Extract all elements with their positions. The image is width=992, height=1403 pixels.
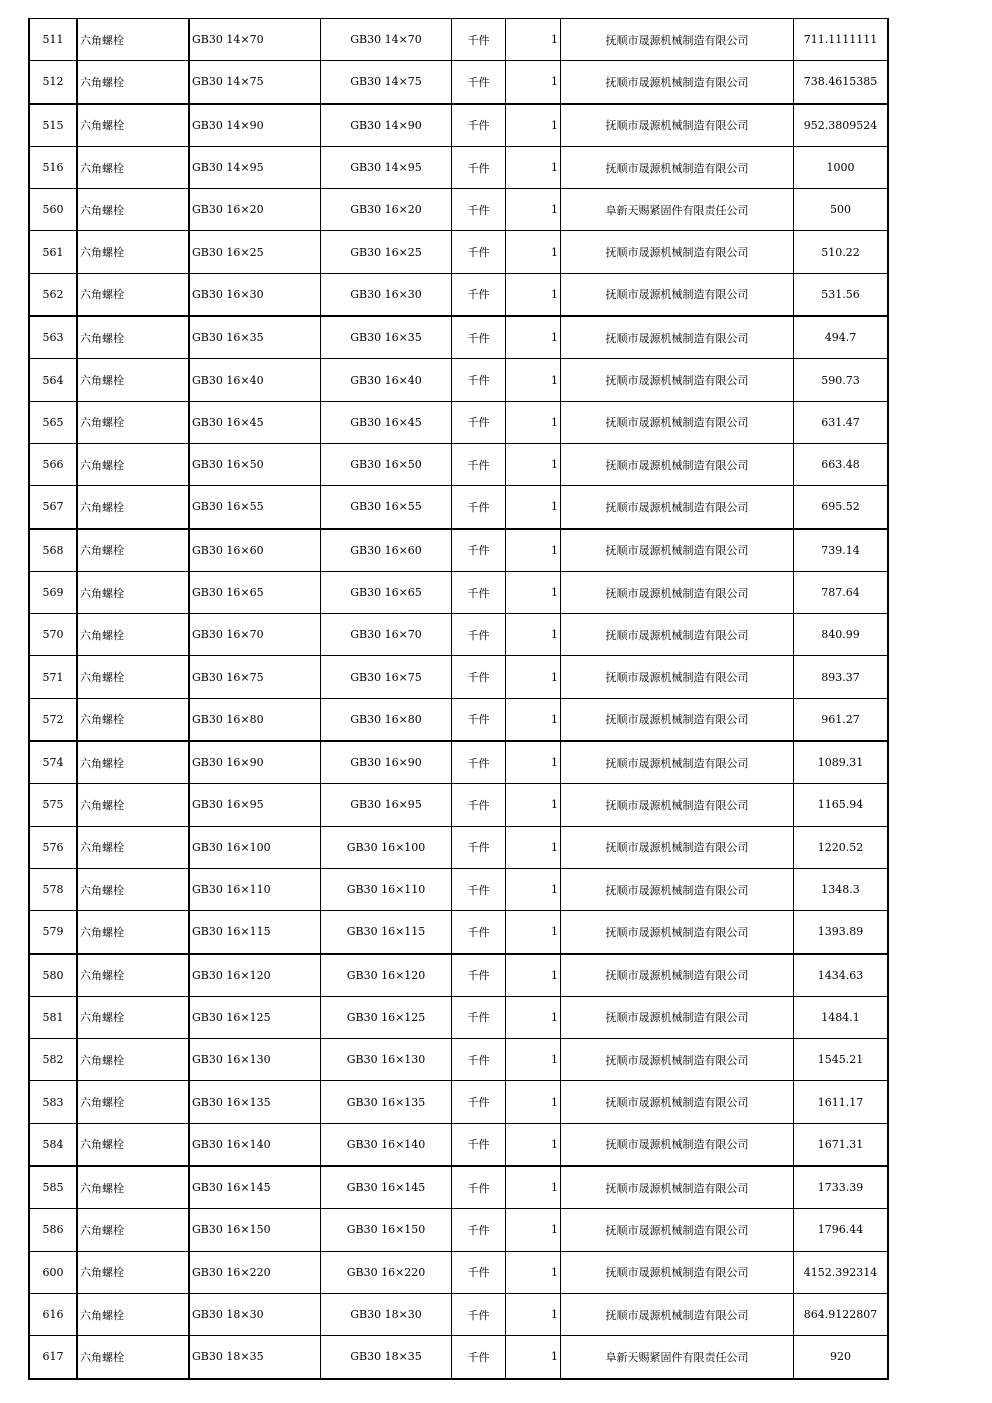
unit-price-cell: 1796.44 [794,1209,889,1251]
supplier-company-cell: 抚顺市晟源机械制造有限公司 [561,868,794,910]
specification-model-cell: GB30 16×150 [321,1209,452,1251]
table-row [29,189,888,231]
specification-cell: GB30 16×50 [189,443,321,485]
quantity-cell: 1 [506,784,561,826]
quantity-cell: 1 [506,231,561,273]
row-number-cell: 560 [29,189,77,231]
product-name-cell: 六角螺栓 [77,996,189,1038]
unit-price-cell: 739.14 [794,529,889,572]
supplier-company-cell: 抚顺市晟源机械制造有限公司 [561,698,794,741]
supplier-company-cell: 抚顺市晟源机械制造有限公司 [561,954,794,997]
row-number-cell: 516 [29,146,77,188]
table-row [29,486,888,529]
table-row [29,529,888,572]
specification-cell: GB30 16×135 [189,1081,321,1123]
unit-price-cell: 663.48 [794,443,889,485]
product-name-cell: 六角螺栓 [77,401,189,443]
unit-price-cell: 1165.94 [794,784,889,826]
row-number-cell: 581 [29,996,77,1038]
specification-model-cell: GB30 16×25 [321,231,452,273]
table-row [29,741,888,784]
row-number-cell: 616 [29,1293,77,1335]
product-name-cell: 六角螺栓 [77,316,189,359]
quantity-cell: 1 [506,656,561,698]
row-number-cell: 585 [29,1166,77,1209]
quantity-cell: 1 [506,273,561,316]
quantity-cell: 1 [506,61,561,104]
specification-cell: GB30 16×130 [189,1039,321,1081]
unit-price-cell: 1220.52 [794,826,889,868]
specification-model-cell: GB30 14×90 [321,104,452,147]
supplier-company-cell: 抚顺市晟源机械制造有限公司 [561,784,794,826]
unit-cell: 千件 [452,911,506,954]
unit-price-cell: 1000 [794,146,889,188]
unit-cell: 千件 [452,231,506,273]
quantity-cell: 1 [506,826,561,868]
table-row [29,698,888,741]
supplier-company-cell: 抚顺市晟源机械制造有限公司 [561,273,794,316]
specification-cell: GB30 14×90 [189,104,321,147]
row-number-cell: 582 [29,1039,77,1081]
specification-model-cell: GB30 16×220 [321,1251,452,1293]
unit-price-cell: 1611.17 [794,1081,889,1123]
specification-model-cell: GB30 16×55 [321,486,452,529]
unit-price-cell: 494.7 [794,316,889,359]
specification-model-cell: GB30 16×80 [321,698,452,741]
specification-cell: GB30 14×70 [189,19,321,61]
supplier-company-cell: 抚顺市晟源机械制造有限公司 [561,1123,794,1166]
unit-cell: 千件 [452,1039,506,1081]
specification-cell: GB30 16×60 [189,529,321,572]
supplier-company-cell: 抚顺市晟源机械制造有限公司 [561,826,794,868]
unit-cell: 千件 [452,1081,506,1123]
specification-model-cell: GB30 16×115 [321,911,452,954]
supplier-company-cell: 抚顺市晟源机械制造有限公司 [561,656,794,698]
supplier-company-cell: 抚顺市晟源机械制造有限公司 [561,1293,794,1335]
product-name-cell: 六角螺栓 [77,1123,189,1166]
table-row [29,1336,888,1379]
specification-model-cell: GB30 14×95 [321,146,452,188]
unit-cell: 千件 [452,656,506,698]
supplier-company-cell: 抚顺市晟源机械制造有限公司 [561,571,794,613]
unit-cell: 千件 [452,868,506,910]
table-row [29,571,888,613]
product-name-cell: 六角螺栓 [77,741,189,784]
specification-cell: GB30 16×35 [189,316,321,359]
supplier-company-cell: 抚顺市晟源机械制造有限公司 [561,104,794,147]
specification-model-cell: GB30 16×110 [321,868,452,910]
quantity-cell: 1 [506,104,561,147]
unit-price-cell: 500 [794,189,889,231]
supplier-company-cell: 抚顺市晟源机械制造有限公司 [561,911,794,954]
supplier-company-cell: 抚顺市晟源机械制造有限公司 [561,231,794,273]
quantity-cell: 1 [506,954,561,997]
quantity-cell: 1 [506,1039,561,1081]
table-row [29,19,888,61]
specification-cell: GB30 16×100 [189,826,321,868]
specification-model-cell: GB30 16×30 [321,273,452,316]
specification-cell: GB30 16×80 [189,698,321,741]
product-name-cell: 六角螺栓 [77,104,189,147]
unit-cell: 千件 [452,189,506,231]
table-row [29,104,888,147]
unit-price-cell: 1089.31 [794,741,889,784]
product-name-cell: 六角螺栓 [77,443,189,485]
row-number-cell: 600 [29,1251,77,1293]
supplier-company-cell: 阜新天赐紧固件有限责任公司 [561,189,794,231]
product-name-cell: 六角螺栓 [77,61,189,104]
specification-model-cell: GB30 16×90 [321,741,452,784]
product-name-cell: 六角螺栓 [77,1166,189,1209]
table-row [29,273,888,316]
unit-cell: 千件 [452,443,506,485]
row-number-cell: 571 [29,656,77,698]
quantity-cell: 1 [506,316,561,359]
supplier-company-cell: 抚顺市晟源机械制造有限公司 [561,1166,794,1209]
row-number-cell: 578 [29,868,77,910]
supplier-company-cell: 抚顺市晟源机械制造有限公司 [561,316,794,359]
unit-cell: 千件 [452,826,506,868]
table-body [29,19,888,1379]
row-number-cell: 567 [29,486,77,529]
quantity-cell: 1 [506,996,561,1038]
unit-price-cell: 531.56 [794,273,889,316]
table-row [29,1123,888,1166]
unit-cell: 千件 [452,954,506,997]
unit-cell: 千件 [452,273,506,316]
row-number-cell: 576 [29,826,77,868]
table-row [29,1293,888,1335]
supplier-company-cell: 抚顺市晟源机械制造有限公司 [561,1251,794,1293]
product-name-cell: 六角螺栓 [77,1209,189,1251]
row-number-cell: 562 [29,273,77,316]
row-number-cell: 568 [29,529,77,572]
product-name-cell: 六角螺栓 [77,954,189,997]
specification-cell: GB30 16×40 [189,359,321,401]
specification-cell: GB30 16×20 [189,189,321,231]
product-name-cell: 六角螺栓 [77,571,189,613]
quantity-cell: 1 [506,1123,561,1166]
product-name-cell: 六角螺栓 [77,486,189,529]
table-row [29,1166,888,1209]
specification-model-cell: GB30 16×50 [321,443,452,485]
quantity-cell: 1 [506,1081,561,1123]
unit-price-cell: 590.73 [794,359,889,401]
unit-cell: 千件 [452,571,506,613]
unit-price-cell: 864.9122807 [794,1293,889,1335]
supplier-company-cell: 抚顺市晟源机械制造有限公司 [561,146,794,188]
supplier-company-cell: 抚顺市晟源机械制造有限公司 [561,443,794,485]
unit-cell: 千件 [452,698,506,741]
quantity-cell: 1 [506,359,561,401]
unit-cell: 千件 [452,996,506,1038]
supplier-company-cell: 抚顺市晟源机械制造有限公司 [561,1081,794,1123]
unit-price-cell: 1434.63 [794,954,889,997]
product-name-cell: 六角螺栓 [77,1251,189,1293]
row-number-cell: 586 [29,1209,77,1251]
unit-price-cell: 4152.392314 [794,1251,889,1293]
product-name-cell: 六角螺栓 [77,1293,189,1335]
specification-model-cell: GB30 16×120 [321,954,452,997]
quantity-cell: 1 [506,698,561,741]
unit-cell: 千件 [452,359,506,401]
supplier-company-cell: 阜新天赐紧固件有限责任公司 [561,1336,794,1379]
specification-model-cell: GB30 16×125 [321,996,452,1038]
table-row [29,1081,888,1123]
specification-model-cell: GB30 16×20 [321,189,452,231]
row-number-cell: 561 [29,231,77,273]
quantity-cell: 1 [506,614,561,656]
specification-cell: GB30 16×125 [189,996,321,1038]
specification-cell: GB30 16×145 [189,1166,321,1209]
specification-model-cell: GB30 16×60 [321,529,452,572]
quantity-cell: 1 [506,1293,561,1335]
specification-cell: GB30 18×35 [189,1336,321,1379]
row-number-cell: 563 [29,316,77,359]
product-name-cell: 六角螺栓 [77,146,189,188]
unit-price-cell: 1348.3 [794,868,889,910]
table-row [29,316,888,359]
supplier-company-cell: 抚顺市晟源机械制造有限公司 [561,996,794,1038]
supplier-company-cell: 抚顺市晟源机械制造有限公司 [561,614,794,656]
specification-model-cell: GB30 16×145 [321,1166,452,1209]
quantity-cell: 1 [506,486,561,529]
quantity-cell: 1 [506,1336,561,1379]
unit-cell: 千件 [452,741,506,784]
table-row [29,656,888,698]
unit-cell: 千件 [452,61,506,104]
table-row [29,784,888,826]
specification-cell: GB30 16×90 [189,741,321,784]
specification-cell: GB30 16×120 [189,954,321,997]
quantity-cell: 1 [506,1209,561,1251]
row-number-cell: 584 [29,1123,77,1166]
specification-cell: GB30 16×220 [189,1251,321,1293]
specification-cell: GB30 16×55 [189,486,321,529]
specification-cell: GB30 16×110 [189,868,321,910]
row-number-cell: 512 [29,61,77,104]
quantity-cell: 1 [506,911,561,954]
supplier-company-cell: 抚顺市晟源机械制造有限公司 [561,401,794,443]
quantity-cell: 1 [506,189,561,231]
unit-price-cell: 840.99 [794,614,889,656]
quantity-cell: 1 [506,401,561,443]
quantity-cell: 1 [506,529,561,572]
row-number-cell: 575 [29,784,77,826]
product-name-cell: 六角螺栓 [77,359,189,401]
unit-price-cell: 738.4615385 [794,61,889,104]
table-row [29,443,888,485]
unit-cell: 千件 [452,529,506,572]
specification-model-cell: GB30 16×95 [321,784,452,826]
product-name-cell: 六角螺栓 [77,868,189,910]
unit-cell: 千件 [452,19,506,61]
row-number-cell: 572 [29,698,77,741]
product-name-cell: 六角螺栓 [77,911,189,954]
specification-cell: GB30 14×75 [189,61,321,104]
unit-cell: 千件 [452,401,506,443]
specification-model-cell: GB30 16×45 [321,401,452,443]
unit-cell: 千件 [452,1293,506,1335]
row-number-cell: 574 [29,741,77,784]
specification-cell: GB30 16×25 [189,231,321,273]
specification-model-cell: GB30 18×30 [321,1293,452,1335]
unit-price-cell: 1545.21 [794,1039,889,1081]
row-number-cell: 570 [29,614,77,656]
specification-cell: GB30 18×30 [189,1293,321,1335]
quantity-cell: 1 [506,571,561,613]
product-name-cell: 六角螺栓 [77,1081,189,1123]
quantity-cell: 1 [506,146,561,188]
supplier-company-cell: 抚顺市晟源机械制造有限公司 [561,741,794,784]
price-table [28,18,889,1380]
product-name-cell: 六角螺栓 [77,784,189,826]
supplier-company-cell: 抚顺市晟源机械制造有限公司 [561,359,794,401]
unit-price-cell: 1733.39 [794,1166,889,1209]
specification-cell: GB30 14×95 [189,146,321,188]
unit-price-cell: 1484.1 [794,996,889,1038]
unit-cell: 千件 [452,1123,506,1166]
unit-cell: 千件 [452,1251,506,1293]
specification-cell: GB30 16×45 [189,401,321,443]
product-name-cell: 六角螺栓 [77,826,189,868]
specification-model-cell: GB30 14×75 [321,61,452,104]
unit-price-cell: 920 [794,1336,889,1379]
specification-cell: GB30 16×150 [189,1209,321,1251]
specification-cell: GB30 16×75 [189,656,321,698]
specification-model-cell: GB30 16×100 [321,826,452,868]
table-row [29,359,888,401]
unit-price-cell: 631.47 [794,401,889,443]
unit-cell: 千件 [452,146,506,188]
unit-cell: 千件 [452,1336,506,1379]
unit-price-cell: 961.27 [794,698,889,741]
table-row [29,911,888,954]
supplier-company-cell: 抚顺市晟源机械制造有限公司 [561,1039,794,1081]
specification-cell: GB30 16×30 [189,273,321,316]
specification-model-cell: GB30 16×130 [321,1039,452,1081]
quantity-cell: 1 [506,741,561,784]
product-name-cell: 六角螺栓 [77,273,189,316]
quantity-cell: 1 [506,443,561,485]
unit-price-cell: 510.22 [794,231,889,273]
product-name-cell: 六角螺栓 [77,1336,189,1379]
specification-model-cell: GB30 16×40 [321,359,452,401]
table-row [29,1251,888,1293]
supplier-company-cell: 抚顺市晟源机械制造有限公司 [561,1209,794,1251]
product-name-cell: 六角螺栓 [77,698,189,741]
quantity-cell: 1 [506,19,561,61]
supplier-company-cell: 抚顺市晟源机械制造有限公司 [561,529,794,572]
unit-price-cell: 695.52 [794,486,889,529]
row-number-cell: 580 [29,954,77,997]
table-row [29,868,888,910]
row-number-cell: 583 [29,1081,77,1123]
quantity-cell: 1 [506,1166,561,1209]
row-number-cell: 511 [29,19,77,61]
specification-cell: GB30 16×115 [189,911,321,954]
unit-price-cell: 893.37 [794,656,889,698]
unit-cell: 千件 [452,104,506,147]
specification-model-cell: GB30 16×65 [321,571,452,613]
product-name-cell: 六角螺栓 [77,231,189,273]
unit-cell: 千件 [452,1166,506,1209]
row-number-cell: 579 [29,911,77,954]
row-number-cell: 569 [29,571,77,613]
supplier-company-cell: 抚顺市晟源机械制造有限公司 [561,19,794,61]
row-number-cell: 617 [29,1336,77,1379]
product-name-cell: 六角螺栓 [77,656,189,698]
unit-price-cell: 952.3809524 [794,104,889,147]
unit-price-cell: 1671.31 [794,1123,889,1166]
unit-cell: 千件 [452,316,506,359]
specification-cell: GB30 16×140 [189,1123,321,1166]
unit-price-cell: 1393.89 [794,911,889,954]
table-row [29,954,888,997]
supplier-company-cell: 抚顺市晟源机械制造有限公司 [561,486,794,529]
product-name-cell: 六角螺栓 [77,19,189,61]
supplier-company-cell: 抚顺市晟源机械制造有限公司 [561,61,794,104]
table-row [29,401,888,443]
row-number-cell: 566 [29,443,77,485]
row-number-cell: 564 [29,359,77,401]
specification-model-cell: GB30 16×35 [321,316,452,359]
table-row [29,1039,888,1081]
row-number-cell: 565 [29,401,77,443]
specification-model-cell: GB30 16×75 [321,656,452,698]
unit-cell: 千件 [452,614,506,656]
unit-cell: 千件 [452,1209,506,1251]
product-name-cell: 六角螺栓 [77,1039,189,1081]
product-name-cell: 六角螺栓 [77,529,189,572]
unit-price-cell: 787.64 [794,571,889,613]
quantity-cell: 1 [506,1251,561,1293]
table-row [29,996,888,1038]
specification-model-cell: GB30 14×70 [321,19,452,61]
specification-model-cell: GB30 16×140 [321,1123,452,1166]
table-row [29,614,888,656]
product-name-cell: 六角螺栓 [77,614,189,656]
table-row [29,61,888,104]
table-row [29,146,888,188]
specification-model-cell: GB30 16×135 [321,1081,452,1123]
specification-model-cell: GB30 18×35 [321,1336,452,1379]
specification-cell: GB30 16×70 [189,614,321,656]
table-row [29,231,888,273]
quantity-cell: 1 [506,868,561,910]
specification-cell: GB30 16×65 [189,571,321,613]
product-name-cell: 六角螺栓 [77,189,189,231]
row-number-cell: 515 [29,104,77,147]
table-row [29,826,888,868]
specification-cell: GB30 16×95 [189,784,321,826]
unit-price-cell: 711.1111111 [794,19,889,61]
unit-cell: 千件 [452,784,506,826]
specification-model-cell: GB30 16×70 [321,614,452,656]
table-row [29,1209,888,1251]
unit-cell: 千件 [452,486,506,529]
